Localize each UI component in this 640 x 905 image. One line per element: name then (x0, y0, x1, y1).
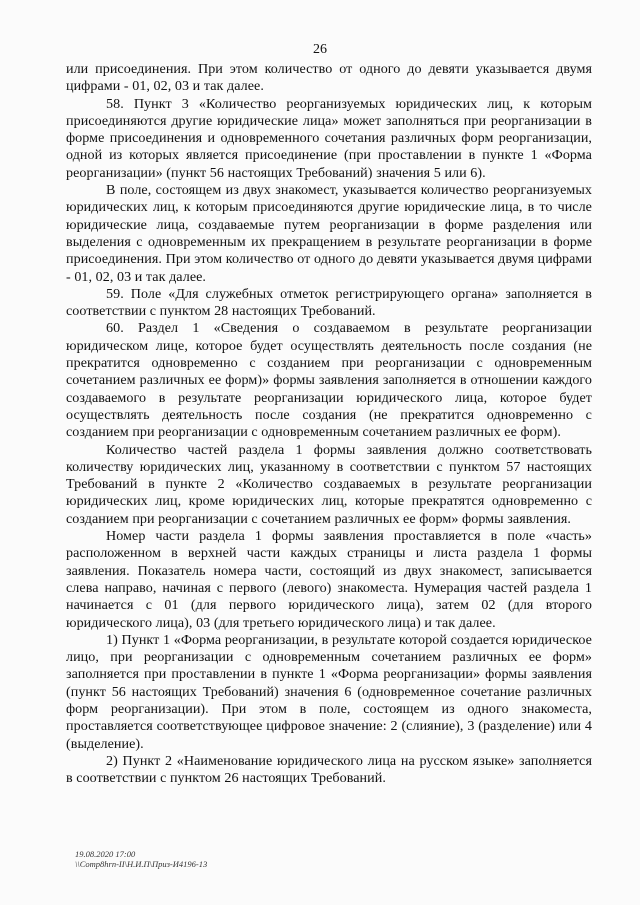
footer-timestamp: 19.08.2020 17:00 (75, 849, 136, 859)
paragraph-58: 58. Пункт 3 «Количество реорганизуемых юридических лиц, к которым присоединяются другие юридические лица» может заполняться при реорганизации в форме присоединения и одновременного сочетания различных форм реорганизации, одной из которых является присоединение (при проставлении в пункте 1 «Форма реорганизации» (пункт 56 настоящих Требований) значения 5 или 6). (66, 95, 592, 181)
paragraph-58-field: В поле, состоящем из двух знакомест, указывается количество реорганизуемых юридических лиц, к которым присоединяются другие юридические лица, в то числе юридические лица, создаваемые путем реорганизации в форме разделения или выделения с одновременным их прекращением в результате реорганизации в форме присоединения. При этом количество от одного до девяти указывается двумя цифрами - 01, 02, 03 и так далее. (66, 182, 592, 285)
page-number: 26 (313, 42, 327, 57)
footer-file-path: \\Comp8hrn-II\Н.И.П\Приз-И4196-13 (75, 859, 208, 869)
paragraph-60-parts-count: Количество частей раздела 1 формы заявления должно соответствовать количеству юридических лиц, указанному в соответствии с пунктом 57 настоящих Требований в пункте 2 «Количество создаваемых в результате реорганизации юридических лиц, кроме юридических лиц, которые прекратятся одновременно с созданием при реорганизации с сочетанием различных ее форм» формы заявления. (66, 441, 592, 527)
paragraph-59: 59. Поле «Для служебных отметок регистрирующего органа» заполняется в соответствии с пунктом 28 настоящих Требований. (66, 285, 592, 320)
paragraph-60: 60. Раздел 1 «Сведения о создаваемом в результате реорганизации юридическом лице, которое будет осуществлять деятельность после создания (не прекратится одновременно с созданием при реорганизации с одновременным сочетанием различных ее форм)» формы заявления заполняется в отношении каждого создаваемого в результате реорганизации юридического лица, которое будет осуществлять деятельность после создания (не прекратится одновременно с созданием при реорганизации с одновременным сочетанием различных ее форм). (66, 320, 592, 441)
paragraph-60-item-2: 2) Пункт 2 «Наименование юридического лица на русском языке» заполняется в соответствии с пунктом 26 настоящих Требований. (66, 752, 592, 787)
document-body (66, 61, 592, 787)
paragraph-60-part-number: Номер части раздела 1 формы заявления проставляется в поле «часть» расположенном в верхней части каждых страницы и листа раздела 1 формы заявления. Показатель номера части, состоящий из двух знакомест, записывается слева направо, начиная с первого (левого) знакоместа. Нумерация частей раздела 1 начинается с 01 (для первого юридического лица), затем 02 (для второго юридического лица), 03 (для третьего юридического лица) и так далее. (66, 528, 592, 631)
document-footer (75, 849, 207, 869)
paragraph-60-item-1: 1) Пункт 1 «Форма реорганизации, в результате которой создается юридическое лицо, при реорганизации с одновременным сочетанием различных ее форм» заполняется при проставлении в пункте 1 «Форма реорганизации» формы заявления (пункт 56 настоящих Требований) значения 6 (одновременное сочетание различных форм реорганизации). При этом в поле, состоящем из одного знакоместа, проставляется соответствующее цифровое значение: 2 (слияние), 3 (разделение) или 4 (выделение). (66, 631, 592, 752)
paragraph-continuation: или присоединения. При этом количество от одного до девяти указывается двумя цифрами - 01, 02, 03 и так далее. (66, 61, 592, 95)
